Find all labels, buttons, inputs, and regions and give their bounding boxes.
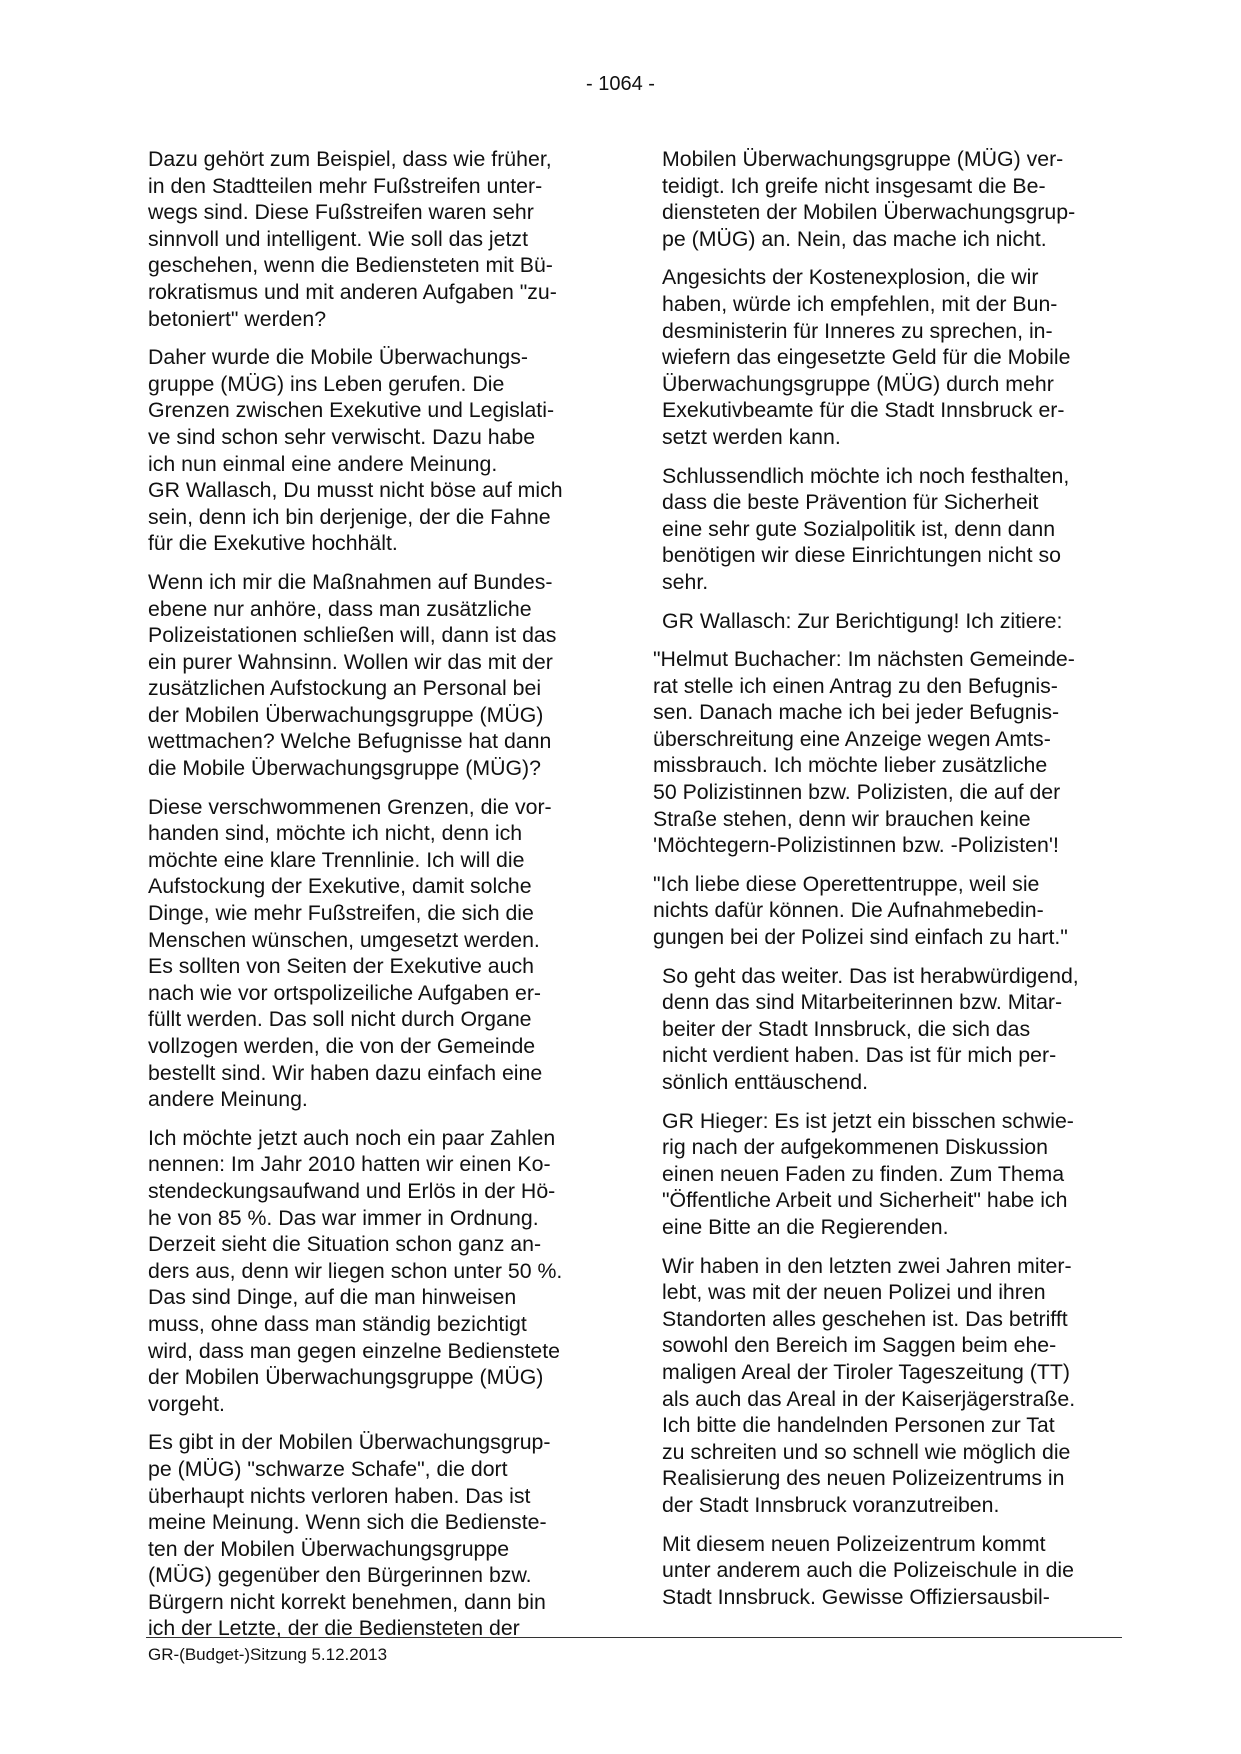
paragraph: Dazu gehört zum Beispiel, dass wie früher, in den Stadtteilen mehr Fußstreifen unter- wegs sind. Diese Fußstreifen waren sehr sinnvoll und intelligent. Wie soll das jetzt geschehen, wenn die Bediensteten mit Bü- rokratismus und mit anderen Aufgaben "zu- betoniert" werden? (148, 147, 557, 331)
paragraph: Es gibt in der Mobilen Überwachungsgrup- pe (MÜG) "schwarze Schafe", die dort überhaupt nichts verloren haben. Das ist meine Meinung. Wenn sich die Bedienste- ten der Mobilen Überwachungsgruppe (MÜG) gegenüber den Bürgerinnen bzw. Bürgern nicht korrekt benehmen, dann bin ich der Letzte, der die Bediensteten der (148, 1430, 551, 1641)
page-number: - 1064 - (586, 73, 655, 95)
paragraph: Ich möchte jetzt auch noch ein paar Zahlen nennen: Im Jahr 2010 hatten wir einen Ko- stendeckungsaufwand und Erlös in der Hö- he von 85 %. Das war immer in Ordnung. Derzeit sieht die Situation schon ganz an- ders aus, denn wir liegen schon unter 50 %. Das sind Dinge, auf die man hinweisen muss, ohne dass man ständig bezichtigt wird, dass man gegen einzelne Bedienstete der Mobilen Überwachungsgruppe (MÜG) vorgeht. (148, 1125, 563, 1416)
paragraph: Daher wurde die Mobile Überwachungs- gruppe (MÜG) ins Leben gerufen. Die Grenzen zwischen Exekutive und Legislati- ve sind schon sehr verwischt. Dazu habe ich nun einmal eine andere Meinung. GR Wallasch, Du musst nicht böse auf mich sein, denn ich bin derjenige, der die Fahne für die Exekutive hochhält. (148, 345, 563, 556)
quote-paragraph: "Ich liebe diese Operettentruppe, weil sie nichts dafür können. Die Aufnahmebedin- gungen bei der Polizei sind einfach zu hart." (653, 871, 1068, 950)
paragraph: Mobilen Überwachungsgruppe (MÜG) ver- teidigt. Ich greife nicht insgesamt die Be- diensteten der Mobilen Überwachungsgrup- pe (MÜG) an. Nein, das mache ich nicht. (662, 147, 1076, 251)
footer-divider (146, 1637, 1122, 1638)
paragraph: Mit diesem neuen Polizeizentrum kommt unter anderem auch die Polizeischule in die Stadt Innsbruck. Gewisse Offiziersausbil- (662, 1531, 1074, 1609)
right-column (653, 146, 1122, 1610)
paragraph: Wenn ich mir die Maßnahmen auf Bundes- ebene nur anhöre, dass man zusätzliche Polizeistationen schließen will, dann ist das ein purer Wahnsinn. Wollen wir das mit der zusätzlichen Aufstockung an Personal bei der Mobilen Überwachungsgruppe (MÜG) wettmachen? Welche Befugnisse hat dann die Mobile Überwachungsgruppe (MÜG)? (148, 569, 557, 781)
speaker-paragraph: GR Hieger: Es ist jetzt ein bisschen schwie- rig nach der aufgekommenen Diskussion einen neuen Faden zu finden. Zum Thema "Öffentliche Arbeit und Sicherheit" habe ich eine Bitte an die Regierenden. (662, 1108, 1074, 1239)
left-column (148, 146, 603, 1642)
paragraph: Diese verschwommenen Grenzen, die vor- handen sind, möchte ich nicht, denn ich möchte eine klare Trennlinie. Ich will die Aufstockung der Exekutive, damit solche Dinge, wie mehr Fußstreifen, die sich die Menschen wünschen, umgesetzt werden. Es sollten von Seiten der Exekutive auch nach wie vor ortspolizeiliche Aufgaben er- füllt werden. Das soll nicht durch Organe vollzogen werden, die von der Gemeinde bestellt sind. Wir haben dazu einfach eine andere Meinung. (148, 794, 552, 1112)
paragraph: Schlussendlich möchte ich noch festhalten, dass die beste Prävention für Sicherheit eine sehr gute Sozialpolitik ist, denn dann benötigen wir diese Einrichtungen nicht so sehr. (662, 463, 1070, 594)
paragraph: So geht das weiter. Das ist herabwürdigend, denn das sind Mitarbeiterinnen bzw. Mitar- beiter der Stadt Innsbruck, die sich das nicht verdient haben. Das ist für mich per- sönlich enttäuschend. (662, 963, 1079, 1094)
quote-paragraph: "Helmut Buchacher: Im nächsten Gemeinde- rat stelle ich einen Antrag zu den Befugnis- sen. Danach mache ich bei jeder Befugnis- überschreitung eine Anzeige wegen Amts- missbrauch. Ich möchte lieber zusätzliche 50 Polizistinnen bzw. Polizisten, die auf der Straße stehen, denn wir brauchen keine 'Möchtegern-Polizistinnen bzw. -Polizisten'! (653, 647, 1075, 858)
paragraph: Angesichts der Kostenexplosion, die wir haben, würde ich empfehlen, mit der Bun- desministerin für Inneres zu sprechen, in- wiefern das eingesetzte Geld für die Mobile Überwachungsgruppe (MÜG) durch mehr Exekutivbeamte für die Stadt Innsbruck er- setzt werden kann. (662, 265, 1071, 449)
footer-session-label: GR-(Budget-)Sitzung 5.12.2013 (148, 1645, 388, 1664)
speaker-paragraph: GR Wallasch: Zur Berichtigung! Ich zitiere: (662, 608, 1063, 633)
paragraph: Wir haben in den letzten zwei Jahren miter- lebt, was mit der neuen Polizei und ihren Standorten alles geschehen ist. Das betrifft sowohl den Bereich im Saggen beim ehe- maligen Areal der Tiroler Tageszeitung (TT) als auch das Areal in der Kaiserjägerstraße. Ich bitte die handelnden Personen zur Tat zu schreiten und so schnell wie möglich die Realisierung des neuen Polizeizentrums in der Stadt Innsbruck voranzutreiben. (662, 1253, 1076, 1517)
